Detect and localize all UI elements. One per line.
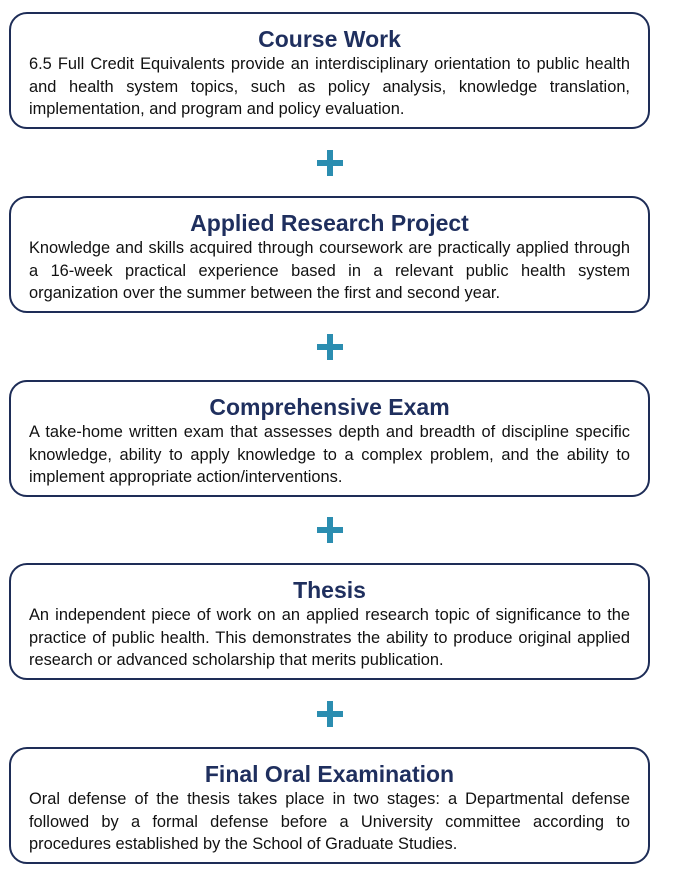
step-card-applied-research-project xyxy=(9,196,650,313)
step-description: A take-home written exam that assesses depth and breadth of discipline specific knowledge, ability to apply knowledge to a complex problem, and the ability to implement appropriate action/interventions. xyxy=(29,423,630,486)
step-title: Course Work xyxy=(258,26,401,52)
step-card-thesis xyxy=(9,563,650,680)
step-card-final-oral-examination xyxy=(9,747,650,864)
step-title: Comprehensive Exam xyxy=(209,394,450,420)
step-card-comprehensive-exam xyxy=(9,380,650,497)
step-card-course-work xyxy=(9,12,650,129)
step-title: Thesis xyxy=(293,577,366,603)
plus-icon xyxy=(317,150,343,176)
step-description: Knowledge and skills acquired through coursework are practically applied through a 16-week practical experience based in a relevant public health system organization over the summer between the first and second year. xyxy=(29,239,630,302)
plus-icon xyxy=(317,517,343,543)
plus-icon xyxy=(317,701,343,727)
step-description: Oral defense of the thesis takes place in two stages: a Departmental defense followed by a formal defense before a University committee according to procedures established by the School of Graduate Studies. xyxy=(29,790,630,853)
step-title: Applied Research Project xyxy=(190,210,469,236)
step-description: 6.5 Full Credit Equivalents provide an interdisciplinary orientation to public health and health system topics, such as policy analysis, knowledge translation, implementation, and program and policy evaluation. xyxy=(29,55,630,118)
step-description: An independent piece of work on an applied research topic of significance to the practice of public health. This demonstrates the ability to produce original applied research or advanced scholarship that merits publication. xyxy=(29,606,630,669)
step-title: Final Oral Examination xyxy=(204,761,455,787)
plus-icon xyxy=(317,334,343,360)
